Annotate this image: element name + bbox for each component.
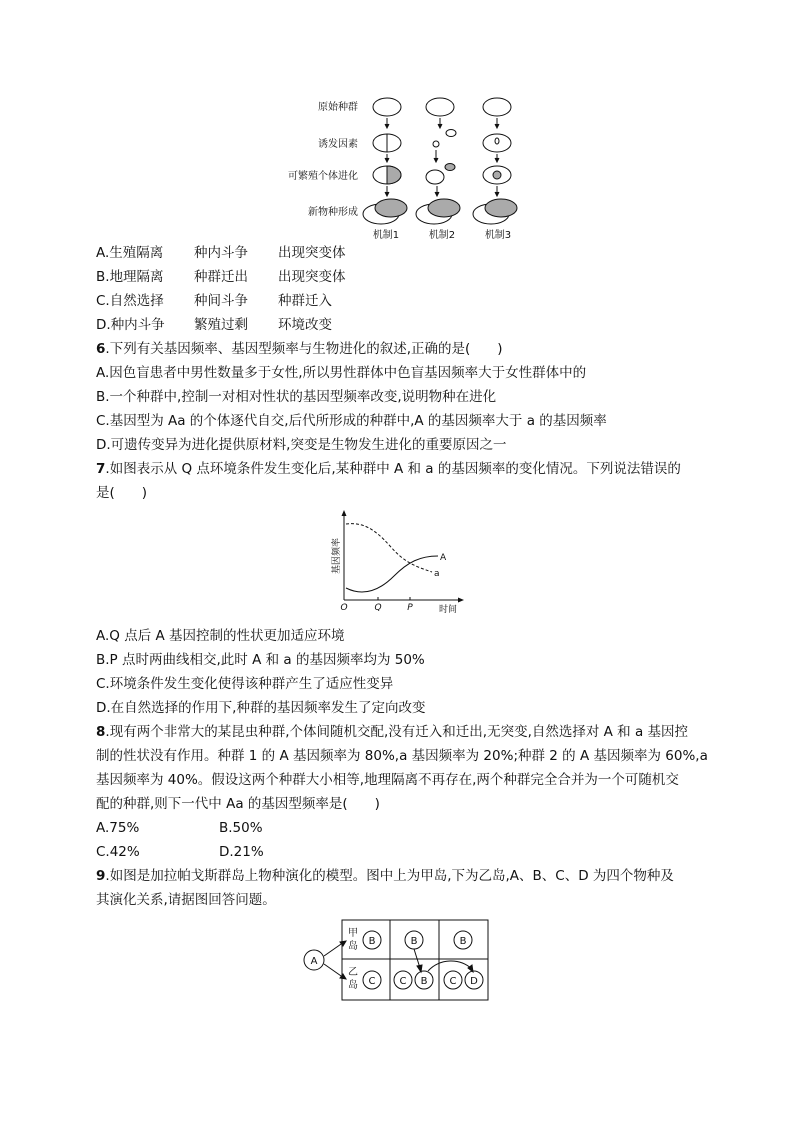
tick-q: Q: [374, 603, 382, 613]
q9-stem: 9.如图是加拉帕戈斯群岛上物种演化的模型。图中上为甲岛,下为乙岛,A、B、C、D 为四个物种及: [96, 868, 674, 884]
q8-stem-line3: 基因频率为 40%。假设这两个种群大小相等,地理隔离不再存在,两个种群完全合并为一个可随机交: [96, 772, 679, 788]
q8-stem-line4: 配的种群,则下一代中 Aa 的基因型频率是( ): [96, 796, 380, 812]
island-bottom-char2: 岛: [348, 980, 358, 991]
speciation-mechanism-figure: [270, 92, 530, 242]
q5-option-c: C.自然选择 种间斗争 种群迁入: [96, 293, 332, 309]
species-c-3: C: [449, 976, 457, 987]
species-a: A: [310, 956, 318, 967]
q7-stem-cont: 是( ): [96, 485, 148, 501]
curve-A-frequency: [346, 556, 438, 592]
species-b-2: B: [410, 936, 418, 947]
q7-option-d: D.在自然选择的作用下,种群的基因频率发生了定向改变: [96, 700, 426, 716]
q8-option-b: B.50%: [219, 820, 263, 836]
species-b-4: B: [459, 936, 467, 947]
q7-stem: 7.如图表示从 Q 点环境条件发生变化后,某种群中 A 和 a 的基因频率的变化情况。下列说法错误的: [96, 461, 681, 477]
q7-option-c: C.环境条件发生变化使得该种群产生了适应性变异: [96, 676, 394, 692]
tick-p: P: [407, 603, 413, 613]
row-label-inducing-factor: 诱发因素: [318, 139, 358, 150]
x-axis-label: 时间: [438, 605, 458, 615]
q5-option-a: A.生殖隔离 种内斗争 出现突变体: [96, 245, 346, 261]
q5-option-d: D.种内斗争 繁殖过剩 环境改变: [96, 317, 332, 333]
q6-stem: 6.下列有关基因频率、基因型频率与生物进化的叙述,正确的是( ): [96, 341, 503, 357]
col-label-mechanism-1: 机制1: [372, 230, 400, 241]
row-label-fertile-evolution: 可繁殖个体进化: [288, 171, 358, 182]
y-axis-label: 基因频率: [332, 537, 342, 575]
gene-frequency-chart: [328, 508, 468, 618]
island-top-char2: 岛: [348, 941, 358, 952]
col-label-mechanism-3: 机制3: [484, 230, 512, 241]
species-d: D: [470, 976, 478, 987]
row-label-new-species: 新物种形成: [308, 207, 358, 218]
col-label-mechanism-2: 机制2: [428, 230, 456, 241]
q8-option-c: C.42%: [96, 844, 140, 860]
q9-stem-cont: 其演化关系,请据图回答问题。: [96, 892, 276, 908]
row-label-original-population: 原始种群: [318, 102, 358, 113]
island-bottom-char1: 乙: [348, 967, 358, 978]
q8-options-row1: [96, 818, 263, 838]
tick-origin: O: [340, 603, 348, 613]
species-c-2: C: [399, 976, 407, 987]
q6-option-c: C.基因型为 Aa 的个体逐代自交,后代所形成的种群中,A 的基因频率大于 a 的基因频率: [96, 413, 607, 429]
label-a: a: [434, 569, 440, 579]
q7-option-a: A.Q 点后 A 基因控制的性状更加适应环境: [96, 628, 345, 644]
q8-options-row2: [96, 842, 264, 862]
mechanism-1-column: [363, 98, 407, 224]
q7-option-b: B.P 点时两曲线相交,此时 A 和 a 的基因频率均为 50%: [96, 652, 425, 668]
mechanism-3-column: [473, 98, 517, 224]
species-c-1: C: [368, 976, 376, 987]
q6-option-d: D.可遗传变异为进化提供原材料,突变是生物发生进化的重要原因之一: [96, 437, 507, 453]
curve-a-frequency: [346, 524, 432, 572]
q8-option-a: A.75%: [96, 820, 140, 836]
species-b-3: B: [420, 976, 428, 987]
q8-stem-line2: 制的性状没有作用。种群 1 的 A 基因频率为 80%,a 基因频率为 20%;种群 2 的 A 基因频率为 60%,a: [96, 748, 708, 764]
q6-option-b: B.一个种群中,控制一对相对性状的基因型频率改变,说明物种在进化: [96, 389, 497, 405]
label-A: A: [440, 553, 447, 563]
q8-stem: 8.现有两个非常大的某昆虫种群,个体间随机交配,没有迁入和迁出,无突变,自然选择对 A 和 a 基因控: [96, 724, 689, 740]
q8-option-d: D.21%: [219, 844, 264, 860]
q5-option-b: B.地理隔离 种群迁出 出现突变体: [96, 269, 346, 285]
island-species-model: [300, 918, 492, 1002]
species-b-1: B: [368, 936, 376, 947]
mechanism-2-column: [416, 98, 460, 224]
island-top-char1: 甲: [348, 928, 358, 939]
q6-option-a: A.因色盲患者中男性数量多于女性,所以男性群体中色盲基因频率大于女性群体中的: [96, 365, 587, 381]
